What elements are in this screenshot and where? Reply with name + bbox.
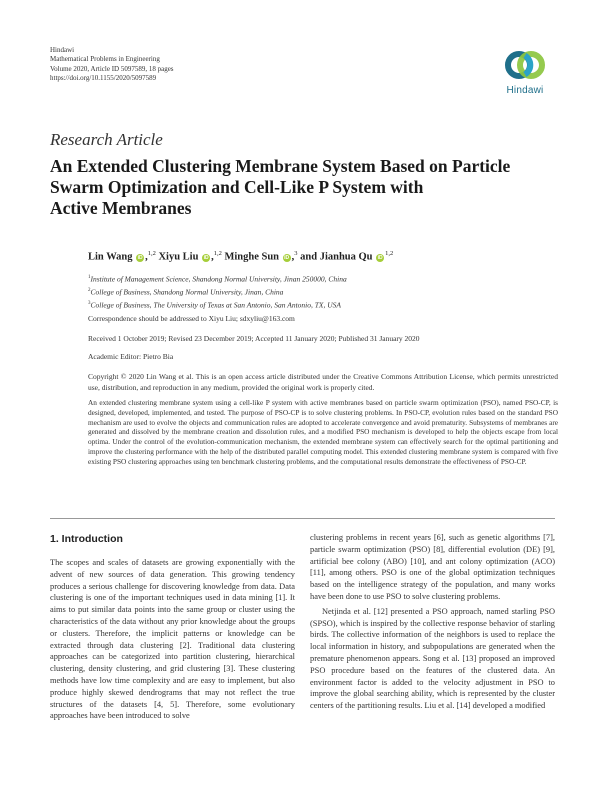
section-divider [50, 518, 555, 519]
affiliation-item: $^1$Institute of Management Science, Shandong Normal University, Jinan 250000, China [88, 274, 347, 284]
title-line: An Extended Clustering Membrane System Based on Particle [50, 156, 511, 176]
body-column-right [310, 532, 555, 715]
journal-meta [50, 46, 174, 83]
affiliation-item: $^2$College of Business, Shandong Normal University, Jinan, China [88, 287, 284, 297]
body-paragraph: clustering problems in recent years [6], such as genetic algorithms [7], particle swarm optimization (PSO) [8], differential evolution (DE) [9], artificial bee colony (ABO) [10], and ant colony optimization (ACO) [11], among others. PSO is one of the global optimization techniques based on the intelligence strategy of the population, and many works have been done to use PSO to solve clustering problems. [310, 533, 555, 601]
doi-link[interactable]: https://doi.org/10.1155/2020/5097589 [50, 73, 157, 82]
title-line: Active Membranes [50, 198, 192, 218]
logo-text: Hindawi [506, 85, 544, 96]
author-affil-sup: 1,2 [385, 250, 394, 257]
author-affil-sup: 1,2 [147, 250, 156, 257]
orcid-icon[interactable]: iD [284, 254, 290, 261]
hindawi-logo-icon [503, 46, 547, 84]
orcid-icon[interactable]: iD [377, 254, 383, 261]
publication-dates: Received 1 October 2019; Revised 23 December 2019; Accepted 11 January 2020; Published 31 January 2020 [88, 334, 420, 343]
copyright-notice: Copyright © 2020 Lin Wang et al. This is an open access article distributed under the Creative Commons Attribution License, which permits unrestricted use, distribution, and reproduction in any medium, provided the original work is properly cited. [88, 372, 558, 392]
author-name[interactable]: Minghe Sun [224, 251, 280, 263]
orcid-icon[interactable]: iD [203, 254, 209, 261]
affiliations [88, 272, 347, 311]
author-name[interactable]: Xiyu Liu [158, 251, 199, 263]
body-paragraph: Netjinda et al. [12] presented a PSO approach, named starling PSO (SPSO), which is inspired by the collective response behavior of starling birds. The collective information of the neighbors is used to replace the local information in history, and subpopulations are generated when the premature phenomenon appears. Song et al. [13] proposed an improved PSO procedure based on the features of the clustered data. An environment factor is added to the velocity adjustment in PSO to improve the global searching ability, which is represented by the cluster centers of the partitioning results. Liu et al. [14] developed a modified [310, 606, 555, 711]
section-heading: 1. Introduction [50, 533, 123, 545]
hindawi-logo[interactable] [495, 46, 555, 96]
title-line: Swarm Optimization and Cell-Like P System with [50, 177, 424, 197]
article-type: Research Article [50, 130, 163, 149]
article-title [50, 156, 570, 219]
author-name[interactable]: Jianhua Qu [319, 251, 373, 263]
author-affil-sup: 1,2 [213, 250, 222, 257]
author-affil-sup: 3 [294, 250, 298, 257]
body-paragraph: The scopes and scales of datasets are growing exponentially with the advent of new sources of data generation. This growing tendency produces a serious challenge for discovering knowledge from data. Data clustering is one of the important techniques used in data mining [1]. It aims to put similar data points into the same group or cluster using the characteristics of the data without any prior knowledge about the groups or clusters. Therefore, the implicit patterns or knowledge can be extracted through data clustering [2]. Traditional data clustering approaches can be categorized into partition clustering, hierarchical clustering, density clustering, and grid clustering [3]. These clustering methods have low time complexity and are easy to implement, but also produce highly skewed dendrograms that may not reflect the true structures of the datasets [4, 5]. Therefore, some evolutionary approaches have been introduced to solve [50, 558, 295, 721]
abstract: An extended clustering membrane system using a cell-like P system with active membranes based on particle swarm optimization (PSO), named PSO-CP, is designed, developed, implemented, and tested. The purpose of PSO-CP is to solve clustering problems. In PSO-CP, evolution rules based on the standard PSO mechanism are used to evolve the objects and communication rules are adopted to accelerate convergence and avoid prematurity. Subsystems of membranes are generated and dissolved by the membrane creation and dissolution rules, and a modified PSO mechanism is developed to help the objects escape from local optima. Under the control of the evolution-communication mechanism, the extended membrane system can effectively search for the optimal partitioning and improve the clustering performance with the help of the distributed parallel computing model. This extended clustering membrane system is compared with five existing PSO clustering approaches using ten benchmark clustering problems, and the computational results demonstrate the effectiveness of PSO-CP. [88, 398, 558, 466]
academic-editor: Academic Editor: Pietro Bia [88, 352, 174, 361]
body-column-left [50, 557, 295, 725]
volume-line: Volume 2020, Article ID 5097589, 18 pages [50, 64, 174, 73]
affiliation-item: $^3$College of Business, The University of Texas at San Antonio, San Antonio, TX, USA [88, 300, 341, 310]
author-list: Lin Wang iD ,$^{1,2}$ Xiyu Liu iD ,$^{1,2}$ Minghe Sun iD ,$^3$ and Jianhua Qu iD$^{1,2}$ [88, 250, 394, 263]
author-name[interactable]: Lin Wang [88, 251, 133, 263]
correspondence: Correspondence should be addressed to Xiyu Liu; sdxyliu@163.com [88, 314, 295, 323]
publisher-name: Hindawi [50, 46, 75, 54]
journal-name: Mathematical Problems in Engineering [50, 55, 160, 64]
orcid-icon[interactable]: iD [137, 254, 143, 261]
